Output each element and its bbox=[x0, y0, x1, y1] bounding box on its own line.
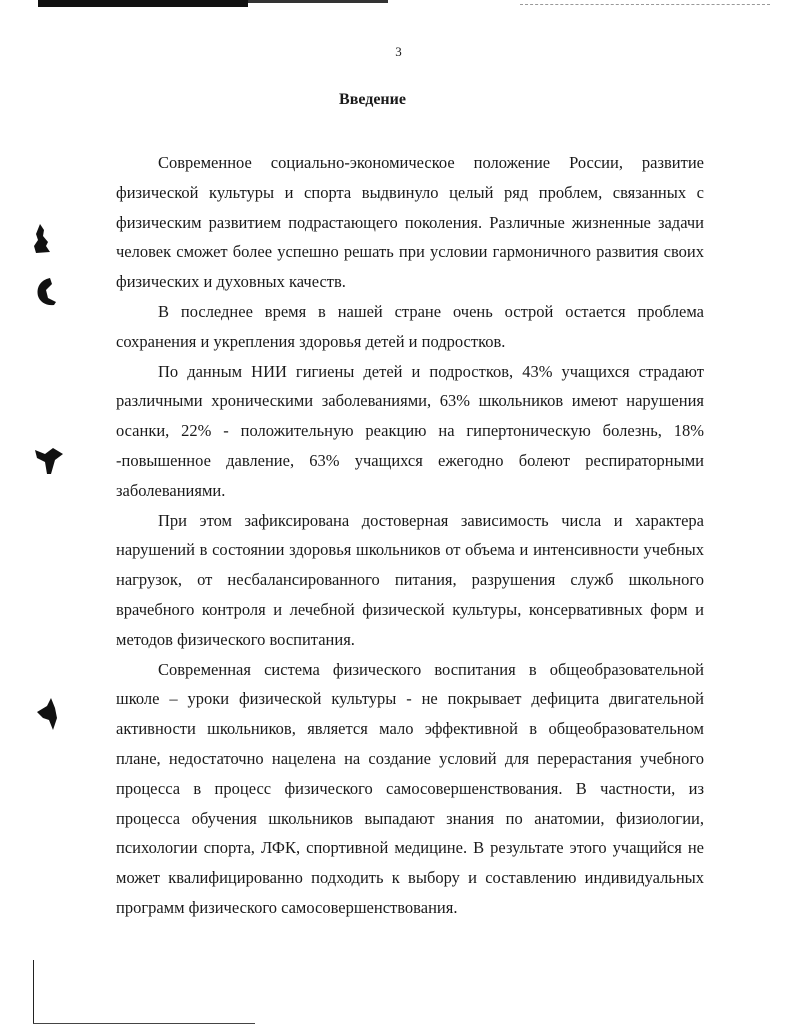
text-body bbox=[116, 148, 704, 923]
paragraph: Современное социально-экономическое положение России, развитие физической культуры и спорта выдвинуло целый ряд проблем, связанных с физическим развитием подрастающего поколения. Различные жизненные задачи человек сможет более успешно решать при условии гармоничного развития своих физических и духовных качеств. bbox=[116, 153, 704, 292]
paragraph: По данным НИИ гигиены детей и подростков, 43% учащихся страдают различными хроническими заболеваниями, 63% школьников имеют нарушения осанки, 22% - положительную реакцию на гипертоническую болезнь, 18% -повышенное давление, 63% учащихся ежегодно болеют респираторными заболеваниями. bbox=[116, 361, 704, 500]
scan-edge-bottom bbox=[33, 1023, 255, 1024]
scan-edge-dash bbox=[520, 4, 770, 5]
paragraph: При этом зафиксирована достоверная зависимость числа и характера нарушений в состоянии здоровья школьников от объема и интенсивности учебных нагрузок, от несбалансированного питания, разрушения служб школьного врачебного контроля и лечебной физической культуры, консервативных форм и методов физического воспитания. bbox=[116, 510, 704, 649]
binding-hole-blot-1 bbox=[30, 222, 54, 256]
paragraph: Современная система физического воспитания в общеобразовательной школе – уроки физической культуры - не покрывает дефицита двигательной активности школьников, является мало эффективной в общеобразовательном плане, недостаточно нацелена на создание условий для перерастания учебного процесса в процесс физического самосовершенствования. В частности, из процесса обучения школьников выпадают знания по анатомии, физиологии, психологии спорта, ЛФК, спортивной медицине. В результате этого учащийся не может квалифицированно подходить к выбору и составлению индивидуальных программ физического самосовершенствования. bbox=[116, 659, 704, 917]
scan-edge-top bbox=[38, 0, 248, 7]
scan-edge-left bbox=[33, 960, 34, 1024]
binding-hole-blot-4 bbox=[33, 696, 59, 734]
scan-edge-top-thin bbox=[248, 0, 388, 3]
binding-hole-blot-2 bbox=[34, 276, 60, 308]
paragraph: В последнее время в нашей стране очень острой остается проблема сохранения и укрепления здоровья детей и подростков. bbox=[116, 301, 704, 351]
page-number: 3 bbox=[395, 44, 402, 59]
page-title: Введение bbox=[339, 91, 406, 108]
binding-hole-blot-3 bbox=[33, 444, 65, 478]
